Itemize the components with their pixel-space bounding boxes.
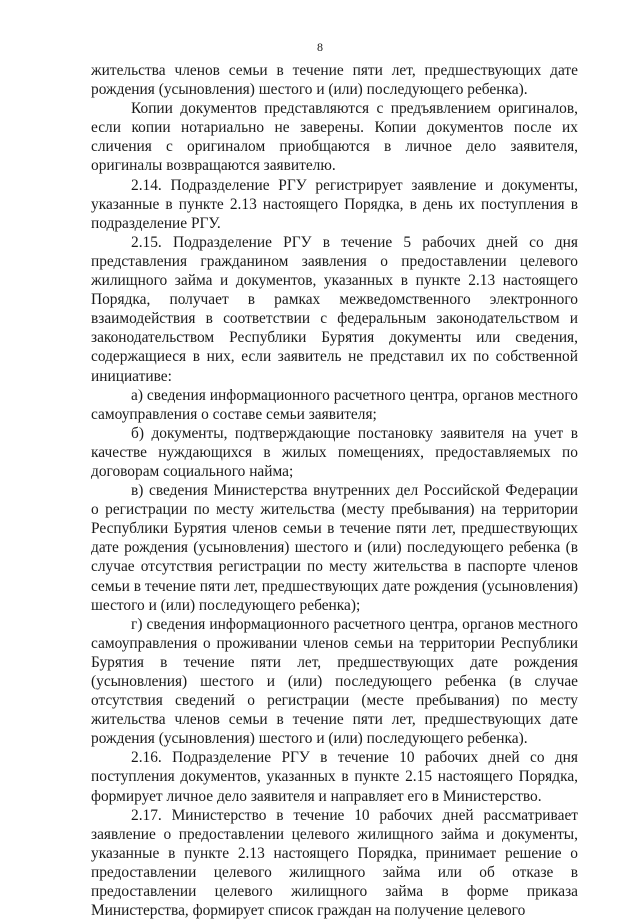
list-item-v: в) сведения Министерства внутренних дел Российской Федерации о регистрации по месту жительства (месту пребывания) на территории Республики Бурятия членов семьи в течение пяти лет, предшествующих дате рождения (усыновления) шестого и (или) последующего ребенка (в случае отсутствия регистрации по месту жительства в паспорте членов семьи в течение пяти лет, предшествующих дате рождения (усыновления) шестого и (или) последующего ребенка); bbox=[91, 482, 578, 614]
paragraph-2-14: 2.14. Подразделение РГУ регистрирует заявление и документы, указанные в пункте 2.13 настоящего Порядка, в день их поступления в подразделение РГУ. bbox=[91, 176, 578, 232]
document-body bbox=[91, 61, 578, 920]
paragraph-2-15: 2.15. Подразделение РГУ в течение 5 рабочих дней со дня представления гражданином заявления о предоставлении целевого жилищного займа и документов, указанных в пункте 2.13 настоящего Порядка, получает в рамках межведомственного электронного взаимодействия в соответствии с федеральным законодательством и законодательством Республики Бурятия документы или сведения, содержащиеся в них, если заявитель не представил их по собственной инициативе: bbox=[91, 233, 578, 385]
paragraph-2-16: 2.16. Подразделение РГУ в течение 10 рабочих дней со дня поступления документов, указанных в пункте 2.15 настоящего Порядка, формирует личное дело заявителя и направляет его в Министерство. bbox=[91, 749, 578, 805]
page-number: 8 bbox=[317, 40, 323, 54]
list-item-b: б) документы, подтверждающие постановку заявителя на учет в качестве нуждающихся в жилых помещениях, предоставляемых по договорам социального найма; bbox=[91, 424, 578, 480]
list-item-a: а) сведения информационного расчетного центра, органов местного самоуправления о составе семьи заявителя; bbox=[91, 386, 578, 423]
paragraph-continuation: жительства членов семьи в течение пяти лет, предшествующих дате рождения (усыновления) шестого и (или) последующего ребенка). bbox=[91, 62, 578, 99]
list-item-g: г) сведения информационного расчетного центра, органов местного самоуправления о проживании членов семьи на территории Республики Бурятия в течение пяти лет, предшествующих дате рождения (усыновления) шестого и (или) последующего ребенка (в случае отсутствия сведений о регистрации (месте пребывания) по месту жительства членов семьи в течение пяти лет, предшествующих дате рождения (усыновления) шестого и (или) последующего ребенка). bbox=[91, 615, 578, 748]
paragraph-2-17: 2.17. Министерство в течение 10 рабочих дней рассматривает заявление о предоставлении целевого жилищного займа и документы, указанные в пункте 2.13 настоящего Порядка, принимает решение о предоставлении целевого жилищного займа или об отказе в предоставлении целевого жилищного займа в форме приказа Министерства, формирует список граждан на получение целевого bbox=[91, 806, 578, 920]
paragraph-copies-of-documents: Копии документов представляются с предъявлением оригиналов, если копии нотариально не заверены. Копии документов после их сличения с оригиналом приобщаются в личное дело заявителя, оригиналы возвращаются заявителю. bbox=[91, 100, 578, 175]
